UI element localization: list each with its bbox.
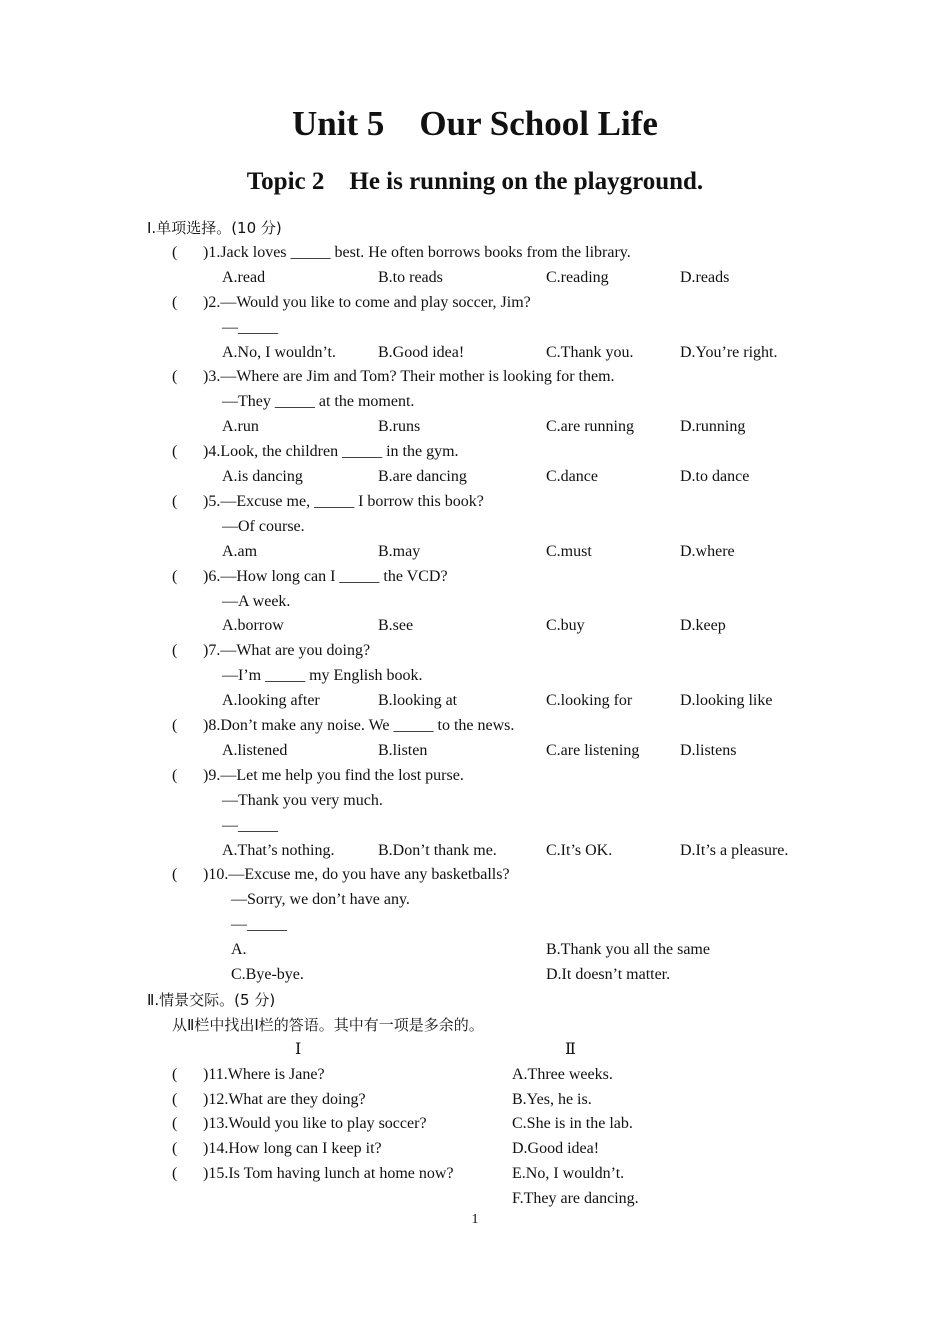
option: B.Good idea! [378,343,465,361]
matching-question: )13.Would you like to play soccer? [203,1115,427,1133]
matching-question: )14.How long can I keep it? [203,1140,382,1158]
dialogue-line: —I’m _____ my English book. [222,667,423,685]
option: D.listens [680,741,737,759]
option: B.Thank you all the same [546,941,710,959]
unit-title: Unit 5 Our School Life [292,104,658,143]
option: B.are dancing [378,468,467,485]
question-stem: )6.—How long can I _____ the VCD? [203,567,448,585]
option: C.reading [546,268,609,286]
answer-blank: ( [172,243,178,261]
option: A.No, I wouldn’t. [222,343,336,361]
page-number: 1 [471,1212,479,1227]
section-instruction: 从Ⅱ栏中找出Ⅰ栏的答语。其中有一项是多余的。 [172,1015,484,1034]
question-stem: )5.—Excuse me, _____ I borrow this book? [203,492,484,510]
option: C.must [546,542,592,560]
option: A.borrow [222,617,284,635]
question-stem: )2.—Would you like to come and play soccer, Jim? [203,293,531,311]
question-stem: )3.—Where are Jim and Tom? Their mother is looking for them. [203,368,615,386]
option: B.runs [378,418,421,436]
dialogue-line: —A week. [222,592,291,610]
option: A.listened [222,741,288,759]
question-stem: )4.Look, the children _____ in the gym. [203,443,459,461]
question-stem: )9.—Let me help you find the lost purse. [203,766,464,784]
column-header: Ⅰ [295,1040,302,1058]
option: C.It’s OK. [546,841,613,859]
option: A.That’s nothing. [222,841,335,859]
option: A.is dancing [222,468,303,485]
option: C.are listening [546,741,640,759]
dialogue-line: —They _____ at the moment. [222,393,415,411]
answer-blank: ( [172,766,178,784]
matching-answer: A.Three weeks. [512,1065,613,1083]
answer-blank: ( [172,717,178,734]
option: B.Don’t thank me. [378,841,497,859]
matching-answer: C.She is in the lab. [512,1115,633,1133]
answer-blank: ( [172,492,178,510]
option: C.dance [546,468,598,485]
question-stem: )1.Jack loves _____ best. He often borrows books from the library. [203,243,631,261]
dialogue-line: —Thank you very much. [222,791,383,809]
answer-blank: ( [172,1065,178,1083]
option: D.It doesn’t matter. [546,966,671,983]
answer-blank: ( [172,1090,178,1108]
option: A.am [222,542,258,560]
option: B.may [378,542,421,560]
option: A.run [222,418,259,436]
option: D.where [680,542,735,560]
option: A.read [222,268,266,286]
matching-question: )12.What are they doing? [203,1090,366,1108]
option: B.listen [378,741,428,759]
question-stem: )8.Don’t make any noise. We _____ to the news. [203,717,515,734]
option: D.running [680,418,746,436]
column-header: Ⅱ [565,1040,576,1058]
dialogue-line: —_____ [231,916,287,934]
question-stem: )10.—Excuse me, do you have any basketballs? [203,866,510,884]
option: D.It’s a pleasure. [680,841,789,859]
option: B.to reads [378,268,443,286]
answer-blank: ( [172,368,178,386]
option: A.looking after [222,692,320,710]
answer-blank: ( [172,567,178,585]
option: B.see [378,617,414,635]
dialogue-line: —_____ [222,816,278,834]
option: C.are running [546,418,634,436]
dialogue-line: —Sorry, we don’t have any. [231,891,410,909]
answer-blank: ( [172,293,178,311]
option: C.buy [546,617,585,635]
matching-question: )15.Is Tom having lunch at home now? [203,1165,454,1183]
matching-answer: E.No, I wouldn’t. [512,1165,625,1183]
option: D.looking like [680,692,773,710]
option: D.to dance [680,468,750,485]
answer-blank: ( [172,1165,178,1183]
dialogue-line: —Of course. [222,517,305,535]
answer-blank: ( [172,443,178,461]
matching-question: )11.Where is Jane? [203,1065,325,1083]
topic-title: Topic 2 He is running on the playground. [246,168,704,195]
answer-blank: ( [172,866,178,884]
option: D.You’re right. [680,343,778,361]
matching-answer: F.They are dancing. [512,1190,639,1208]
matching-answer: D.Good idea! [512,1140,600,1158]
question-stem: )7.—What are you doing? [203,642,371,660]
option: D.keep [680,617,726,635]
option: C.Thank you. [546,343,634,361]
section-heading: Ⅱ.情景交际。(5 分) [147,990,276,1009]
section-heading: Ⅰ.单项选择。(10 分) [147,219,282,237]
dialogue-line: —_____ [222,318,278,336]
answer-blank: ( [172,642,178,660]
option: D.reads [680,268,730,286]
option: B.looking at [378,692,458,710]
option: C.looking for [546,692,633,710]
option: C.Bye-bye. [231,966,304,983]
answer-blank: ( [172,1140,178,1158]
option: A. [231,941,247,959]
answer-blank: ( [172,1115,178,1133]
matching-answer: B.Yes, he is. [512,1090,592,1108]
